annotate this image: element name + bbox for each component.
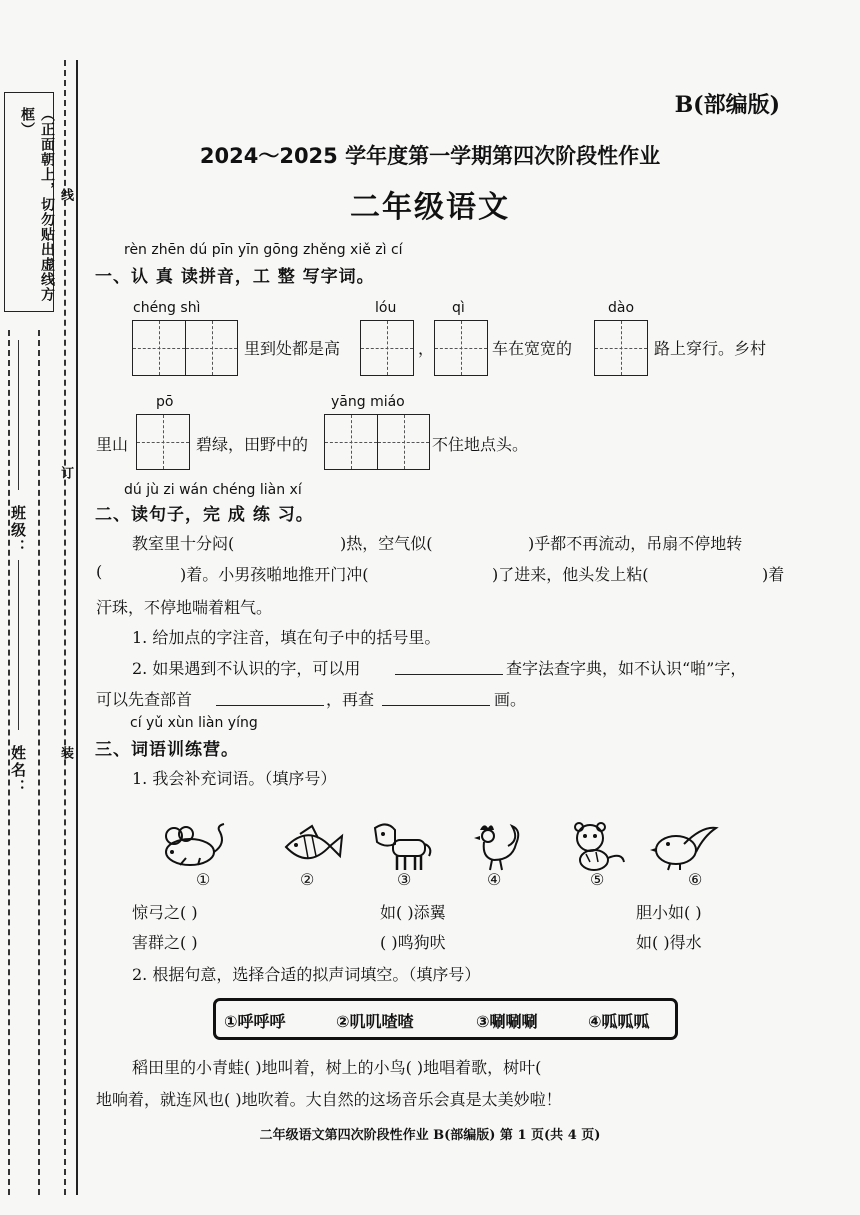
row1-text1: 里到处都是高 xyxy=(244,339,341,358)
answer-blank-strokes[interactable] xyxy=(382,687,490,706)
animal-number: ⑤ xyxy=(590,870,605,889)
question-3-2: 2. 根据句意，选择合适的拟声词填空。（填序号） xyxy=(132,965,481,984)
tianzige-qi[interactable] xyxy=(434,320,488,376)
question-2-2a: 2. 如果遇到不认识的字，可以用 xyxy=(132,659,361,678)
question-3-1: 1. 我会补充词语。（填序号） xyxy=(132,769,337,788)
tianzige-chengshi[interactable] xyxy=(132,320,238,376)
onomatopoeia-options-box xyxy=(213,998,678,1040)
idiom-item[interactable]: 惊弓之( ) xyxy=(132,903,198,922)
animal-number: ⑥ xyxy=(688,870,703,889)
para1-c: )乎都不再流动，吊扇不停地转 xyxy=(528,534,743,553)
section1-title: 一、认 真 读拼音，工 整 写字词。 xyxy=(95,267,375,287)
para1-a: 教室里十分闷( xyxy=(132,534,235,553)
margin-notice: （正面朝上，切勿贴出虚线方框） xyxy=(19,107,55,302)
horse-icon xyxy=(365,822,435,872)
idiom-item[interactable]: 如( )得水 xyxy=(636,933,702,952)
pinyin-chengshi: chéng shì xyxy=(133,300,201,316)
question-2-1: 1. 给加点的字注音，填在句子中的括号里。 xyxy=(132,628,441,647)
idiom-item[interactable]: 害群之( ) xyxy=(132,933,198,952)
sentence-1: 稻田里的小青蛙( )地叫着，树上的小鸟( )地唱着歌，树叶( xyxy=(132,1058,542,1077)
pinyin-lou: lóu xyxy=(375,300,397,316)
animal-number: ④ xyxy=(487,870,502,889)
pinyin-yangmiao: yāng miáo xyxy=(331,394,405,410)
question-2-2e: 画。 xyxy=(494,690,527,709)
row2-text0: 里山 xyxy=(96,435,129,454)
section2-title: 二、读句子，完 成 练 习。 xyxy=(95,505,314,525)
margin-border-line xyxy=(76,60,78,1195)
edition-tag: B(部编版) xyxy=(674,92,780,118)
answer-blank-radical[interactable] xyxy=(216,687,324,706)
answer-blank-method[interactable] xyxy=(395,656,503,675)
question-2-2d: ，再查 xyxy=(326,690,375,709)
exam-title: 2024～2025 学年度第一学期第四次阶段性作业 xyxy=(199,144,661,168)
cut-mark-line: 线 xyxy=(58,188,73,203)
para1-b: )热，空气似( xyxy=(340,534,433,553)
fish-icon xyxy=(278,822,348,872)
animal-number: ② xyxy=(300,870,315,889)
cut-mark-seal: 装 xyxy=(58,746,73,761)
section3-title: 三、词语训练营。 xyxy=(95,740,239,760)
question-2-2b: 查字法查字典，如不认识“啪”字， xyxy=(506,659,747,678)
name-underline xyxy=(18,560,19,730)
pinyin-dao: dào xyxy=(608,300,635,316)
cut-mark-bind: 订 xyxy=(58,466,73,481)
idiom-item[interactable]: ( )鸣狗吠 xyxy=(380,933,446,952)
animal-number: ① xyxy=(196,870,211,889)
animal-number: ③ xyxy=(397,870,412,889)
para2-d: )着 xyxy=(762,565,785,584)
tianzige-dao[interactable] xyxy=(594,320,648,376)
option-item: ④呱呱呱 xyxy=(588,1012,650,1031)
option-item: ③唰唰唰 xyxy=(476,1012,538,1031)
row1-text4: 路上穿行。乡村 xyxy=(654,339,767,358)
para2-c: )了进来，他头发上粘( xyxy=(492,565,649,584)
pinyin-po: pō xyxy=(156,394,174,410)
idiom-item[interactable]: 如( )添翼 xyxy=(380,903,446,922)
section3-pinyin: cí yǔ xùn liàn yíng xyxy=(130,715,258,731)
row1-text3: 车在宽宽的 xyxy=(492,339,573,358)
page-footer: 二年级语文第四次阶段性作业 B(部编版) 第 1 页(共 4 页) xyxy=(259,1128,601,1143)
sentence-2: 地响着，就连风也( )地吹着。大自然的这场音乐会真是太美妙啦！ xyxy=(96,1090,562,1109)
para2-a: ( xyxy=(96,562,103,581)
section2-pinyin: dú jù zi wán chéng liàn xí xyxy=(124,482,302,498)
row1-text2: ， xyxy=(418,339,435,358)
section1-pinyin: rèn zhēn dú pīn yīn gōng zhěng xiě zì cí xyxy=(124,242,403,258)
tianzige-lou[interactable] xyxy=(360,320,414,376)
name-label: 姓名： xyxy=(9,745,27,796)
tiger-icon xyxy=(566,822,636,872)
margin-dashed-line xyxy=(38,330,40,1195)
option-item: ①呼呼呼 xyxy=(224,1012,286,1031)
class-underline xyxy=(18,340,19,490)
tianzige-yangmiao[interactable] xyxy=(324,414,430,470)
row2-text2: 不住地点头。 xyxy=(432,435,529,454)
row2-text1: 碧绿，田野中的 xyxy=(196,435,309,454)
class-label: 班级： xyxy=(9,505,27,556)
pinyin-qi: qì xyxy=(452,300,465,316)
question-2-2c: 可以先查部首 xyxy=(96,690,193,709)
idiom-item[interactable]: 胆小如( ) xyxy=(636,903,702,922)
mouse-icon xyxy=(160,822,230,872)
tianzige-po[interactable] xyxy=(136,414,190,470)
option-item: ②叽叽喳喳 xyxy=(336,1012,414,1031)
bird-icon xyxy=(650,822,720,872)
para3: 汗珠，不停地喘着粗气。 xyxy=(96,598,273,617)
para2-b: )着。小男孩啪地推开门冲( xyxy=(180,565,369,584)
margin-dashed-line xyxy=(64,60,66,1195)
rooster-icon xyxy=(466,822,536,872)
subject-title: 二年级语文 xyxy=(350,190,510,225)
